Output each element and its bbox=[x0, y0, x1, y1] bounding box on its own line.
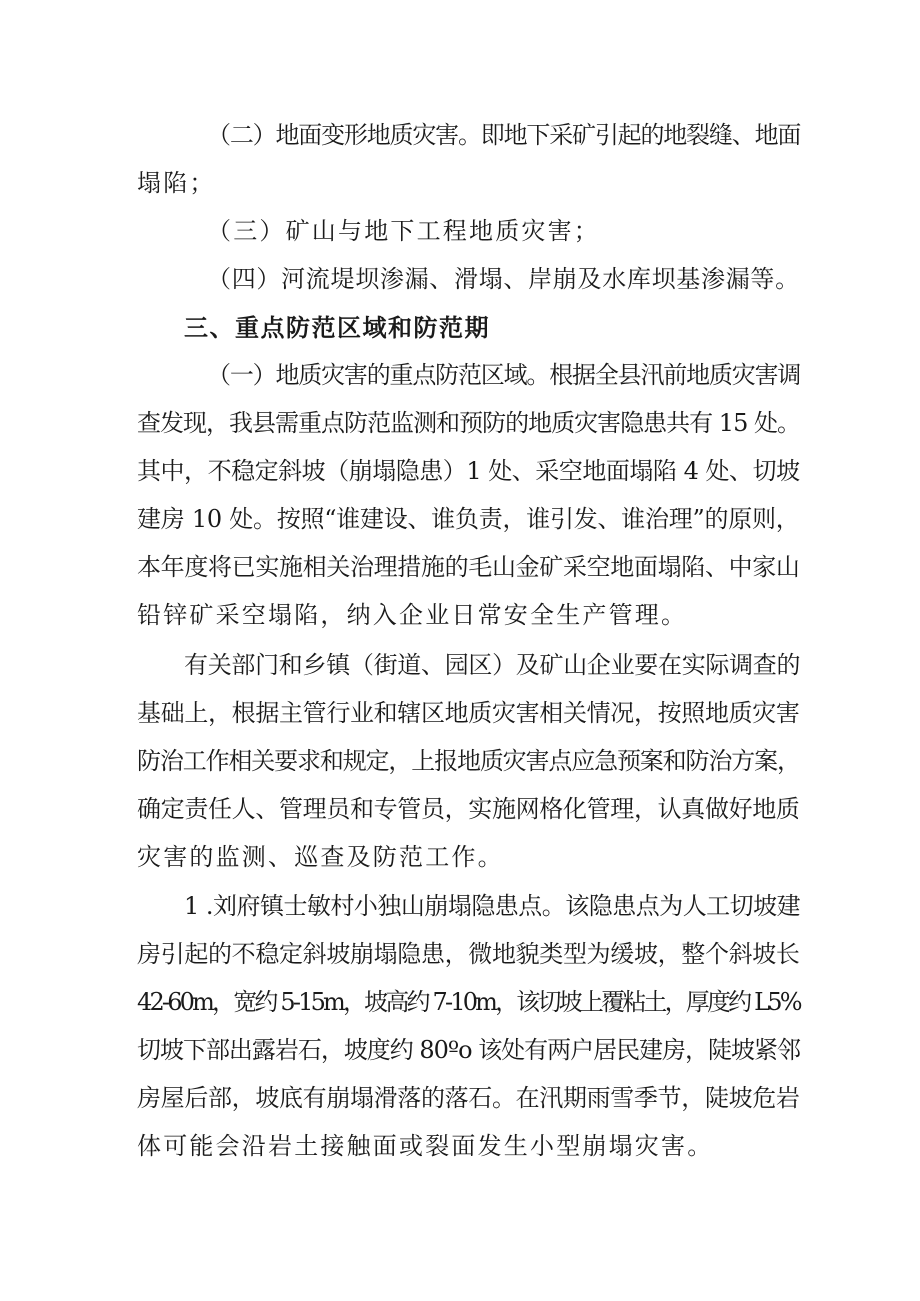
text-line: 有关部门和乡镇（街道、园区）及矿山企业要在实际调查的 bbox=[184, 651, 801, 679]
text-line: 查发现，我县需重点防范监测和预防的地质灾害隐患共有 15 处。 bbox=[137, 409, 800, 437]
text-line: 确定责任人、管理员和专管员，实施网格化管理，认真做好地质 bbox=[137, 795, 800, 823]
text-line: 灾害的监测、巡查及防范工作。 bbox=[137, 843, 504, 871]
text-line: （四）河流堤坝渗漏、滑塌、岸崩及水库坝基渗漏等。 bbox=[207, 265, 800, 293]
text-line: 体可能会沿岩土接触面或裂面发生小型崩塌灾害。 bbox=[137, 1132, 714, 1160]
text-line: 切坡下部出露岩石，坡度约 80ºo 该处有两户居民建房，陡坡紧邻 bbox=[137, 1036, 800, 1064]
text-line: 基础上，根据主管行业和辖区地质灾害相关情况，按照地质灾害 bbox=[137, 699, 800, 727]
text-line: 其中，不稳定斜坡（崩塌隐患）1 处、采空地面塌陷 4 处、切坡 bbox=[137, 457, 800, 485]
text-line: （一）地质灾害的重点防范区域。根据全县汛前地质灾害调 bbox=[207, 361, 801, 389]
text-line: 房屋后部，坡底有崩塌滑落的落石。在汛期雨雪季节，陡坡危岩 bbox=[137, 1084, 800, 1112]
text-line: 房引起的不稳定斜坡崩塌隐患，微地貌类型为缓坡，整个斜坡长 bbox=[137, 940, 800, 968]
text-line: 铅锌矿采空塌陷，纳入企业日常安全生产管理。 bbox=[137, 601, 688, 629]
text-line: 本年度将已实施相关治理措施的毛山金矿采空地面塌陷、中家山 bbox=[137, 553, 800, 581]
text-line: （二）地面变形地质灾害。即地下采矿引起的地裂缝、地面 bbox=[207, 121, 801, 149]
text-line: 1 .刘府镇士敏村小独山崩塌隐患点。该隐患点为人工切坡建 bbox=[184, 892, 801, 920]
text-line: （三）矿山与地下工程地质灾害； bbox=[207, 217, 600, 245]
text-line: 建房 10 处。按照“谁建设、谁负责，谁引发、谁治理”的原则， bbox=[137, 505, 800, 533]
text-line: 防治工作相关要求和规定，上报地质灾害点应急预案和防治方案， bbox=[137, 747, 800, 775]
text-line: 塌陷； bbox=[137, 169, 216, 197]
section-heading: 三、重点防范区域和防范期 bbox=[184, 314, 490, 342]
text-line: 42-60m，宽约 5-15m，坡高约 7-10m，该切坡上覆粘土，厚度约 L5% bbox=[137, 988, 800, 1016]
